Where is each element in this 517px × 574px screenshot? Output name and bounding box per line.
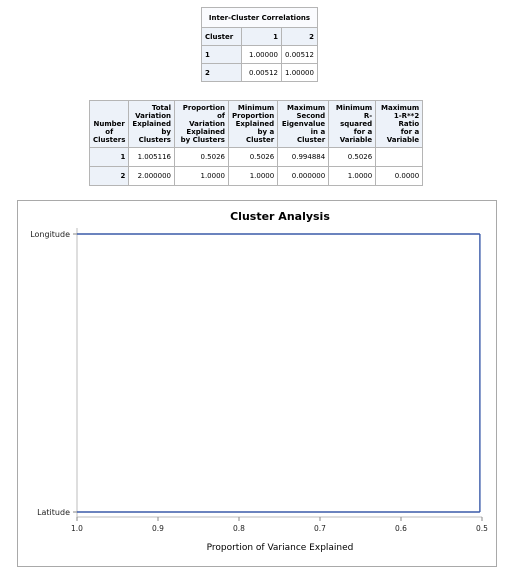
summary-header-3: Minimum Proportion Explained by a Cluster — [228, 101, 277, 148]
summary-cell: 1.005116 — [129, 148, 175, 167]
summary-cell — [376, 148, 423, 167]
table-row — [90, 148, 423, 167]
x-tick-label: 0.9 — [152, 524, 164, 533]
chart-title: Cluster Analysis — [230, 210, 330, 223]
summary-header-4: Maximum Second Eigenvalue in a Cluster — [278, 101, 329, 148]
summary-cell: 1.0000 — [228, 167, 277, 186]
table-row — [90, 167, 423, 186]
inter-header-cluster: Cluster — [202, 28, 242, 46]
summary-row-label: 2 — [90, 167, 129, 186]
summary-header-5: Minimum R-squared for a Variable — [329, 101, 376, 148]
summary-cell: 0.994884 — [278, 148, 329, 167]
summary-cell: 0.5026 — [329, 148, 376, 167]
inter-cell: 1.00000 — [242, 46, 282, 64]
x-tick-label: 1.0 — [71, 524, 83, 533]
inter-header-1: 1 — [242, 28, 282, 46]
cluster-analysis-chart-frame — [17, 200, 497, 567]
summary-cell: 1.0000 — [174, 167, 228, 186]
inter-cluster-correlations-table — [201, 7, 318, 82]
table-row — [202, 46, 318, 64]
summary-header-0: Number of Clusters — [90, 101, 129, 148]
summary-row-label: 1 — [90, 148, 129, 167]
summary-cell: 2.000000 — [129, 167, 175, 186]
inter-cell: 0.00512 — [242, 64, 282, 82]
summary-cell: 0.5026 — [228, 148, 277, 167]
x-tick-label: 0.5 — [476, 524, 488, 533]
x-tick-label: 0.6 — [395, 524, 407, 533]
summary-cell: 0.5026 — [174, 148, 228, 167]
inter-cell: 1.00000 — [282, 64, 318, 82]
summary-cell: 1.0000 — [329, 167, 376, 186]
inter-cell: 0.00512 — [282, 46, 318, 64]
inter-header-2: 2 — [282, 28, 318, 46]
y-category-label: Longitude — [30, 230, 70, 239]
inter-table-title: Inter-Cluster Correlations — [202, 8, 318, 28]
inter-row-label: 2 — [202, 64, 242, 82]
table-row — [202, 64, 318, 82]
x-tick-label: 0.8 — [233, 524, 245, 533]
summary-header-2: Proportion of Variation Explained by Clusters — [174, 101, 228, 148]
summary-cell: 0.0000 — [376, 167, 423, 186]
x-axis-label: Proportion of Variance Explained — [206, 543, 354, 553]
cluster-summary-table — [89, 100, 423, 186]
y-category-label: Latitude — [37, 508, 70, 517]
inter-row-label: 1 — [202, 46, 242, 64]
summary-cell: 0.000000 — [278, 167, 329, 186]
summary-header-6: Maximum 1-R**2 Ratio for a Variable — [376, 101, 423, 148]
summary-header-1: Total Variation Explained by Clusters — [129, 101, 175, 148]
cluster-summary-header-row — [90, 101, 423, 148]
x-tick-label: 0.7 — [314, 524, 326, 533]
